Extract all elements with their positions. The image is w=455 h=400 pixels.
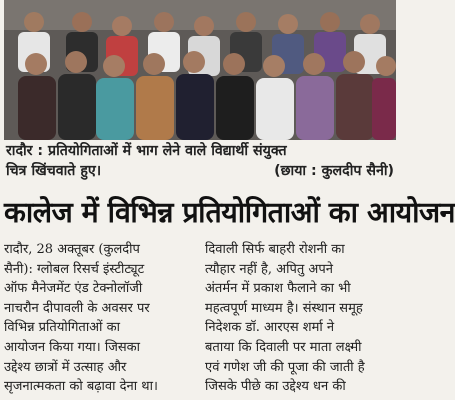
group-photo-illustration bbox=[4, 0, 396, 140]
body-line: रादौर, 28 अक्तूबर (कुलदीप bbox=[4, 242, 140, 257]
article-headline: कालेज में विभिन्न प्रतियोगिताओं का आयोजन bbox=[4, 195, 455, 229]
article-column-left bbox=[4, 240, 195, 400]
body-line: निदेशक डॉ. आरएस शर्मा ने bbox=[205, 320, 335, 336]
body-line: सृजनात्मकता को बढ़ावा देना था। bbox=[4, 379, 158, 395]
body-line: बताया कि दिवाली पर माता लक्ष्मी bbox=[205, 339, 362, 355]
article-column-right bbox=[205, 240, 396, 400]
photo-caption bbox=[6, 141, 394, 181]
body-line: एवं गणेश जी की पूजा की जाती है bbox=[205, 359, 365, 375]
body-line: दिवाली सिर्फ बाहरी रोशनी का bbox=[205, 242, 345, 257]
body-line: आयोजन किया गया। जिसका bbox=[4, 339, 141, 355]
body-line: महत्वपूर्ण माध्यम है। संस्थान समूह bbox=[205, 300, 363, 316]
article-body bbox=[4, 240, 396, 400]
caption-line-2 bbox=[6, 161, 394, 181]
body-line: विभिन्न प्रतियोगिताओं का bbox=[4, 320, 120, 336]
body-line: उद्देश्य छात्रों में उत्साह और bbox=[4, 359, 127, 375]
body-line: सैनी): ग्लोबल रिसर्च इंस्टीट्यूट bbox=[4, 261, 145, 277]
body-line: अंतर्मन में प्रकाश फैलाने का भी bbox=[205, 281, 351, 297]
caption-text: चित्र खिंचवाते हुए। bbox=[6, 163, 102, 179]
body-line: नाचरौन दीपावली के अवसर पर bbox=[4, 300, 150, 316]
group-photo bbox=[4, 0, 396, 140]
body-line: जिसके पीछे का उद्देश्य धन की bbox=[205, 379, 346, 395]
caption-line-1: रादौर : प्रतियोगिताओं में भाग लेने वाले विद्यार्थी संयुक्त bbox=[6, 143, 287, 159]
photo-credit: (छाया : कुलदीप सैनी) bbox=[274, 163, 394, 179]
body-line: ऑफ मैनेजमेंट एंड टेक्नोलॉजी bbox=[4, 281, 143, 297]
body-line: त्यौहार नहीं है, अपितु अपने bbox=[205, 261, 333, 277]
